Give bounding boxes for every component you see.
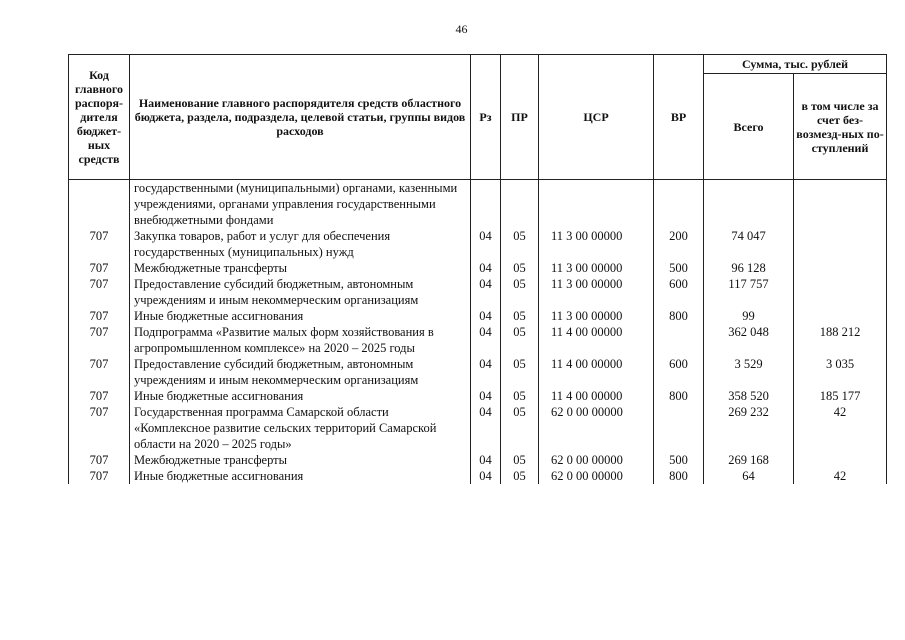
pr-cell: 05 [501,468,539,484]
name-cell: Закупка товаров, работ и услуг для обеспечения государственных (муниципальных) нужд [130,228,471,260]
csr-cell: 62 0 00 00000 [539,452,654,468]
header-name: Наименование главного распорядителя средств областного бюджета, раздела, подраздела, целевой статьи, группы видов расходов [130,55,471,180]
vr-cell: 200 [654,228,704,260]
incl-cell [794,276,887,308]
rz-cell: 04 [471,404,501,452]
vr-cell: 500 [654,260,704,276]
total-cell: 99 [704,308,794,324]
pr-cell: 05 [501,324,539,356]
name-cell: Государственная программа Самарской области «Комплексное развитие сельских территорий Самарской области на 2020 – 2025 годы» [130,404,471,452]
header-incl: в том числе за счет без-возмезд-ных по-ступлений [794,74,887,180]
pr-cell: 05 [501,260,539,276]
code-cell: 707 [69,468,130,484]
incl-cell [794,260,887,276]
rz-cell: 04 [471,468,501,484]
csr-cell: 11 3 00 00000 [539,276,654,308]
incl-cell [794,180,887,229]
csr-cell: 11 4 00 00000 [539,324,654,356]
page-number: 46 [455,22,468,36]
pr-cell: 05 [501,308,539,324]
header-csr: ЦСР [539,55,654,180]
vr-cell [654,404,704,452]
table-row [69,388,887,404]
code-cell: 707 [69,388,130,404]
vr-cell: 800 [654,388,704,404]
table-row [69,260,887,276]
vr-cell: 800 [654,308,704,324]
total-cell: 362 048 [704,324,794,356]
code-cell: 707 [69,308,130,324]
name-cell: Подпрограмма «Развитие малых форм хозяйствования в агропромышленном комплексе» на 2020 – 2025 годы [130,324,471,356]
code-cell [69,180,130,229]
rz-cell: 04 [471,452,501,468]
table-row [69,228,887,260]
name-cell: Предоставление субсидий бюджетным, автономным учреждениям и иным некоммерческим организациям [130,356,471,388]
name-cell: Иные бюджетные ассигнования [130,308,471,324]
total-cell [704,180,794,229]
incl-cell: 185 177 [794,388,887,404]
csr-cell: 62 0 00 00000 [539,468,654,484]
incl-cell: 42 [794,404,887,452]
rz-cell: 04 [471,356,501,388]
budget-table [68,54,887,484]
csr-cell [539,180,654,229]
code-cell: 707 [69,276,130,308]
incl-cell: 42 [794,468,887,484]
vr-cell: 500 [654,452,704,468]
vr-cell: 800 [654,468,704,484]
total-cell: 269 232 [704,404,794,452]
code-cell: 707 [69,228,130,260]
pr-cell [501,180,539,229]
table-row [69,276,887,308]
header-total: Всего [704,74,794,180]
vr-cell [654,324,704,356]
table-row [69,180,887,229]
total-cell: 74 047 [704,228,794,260]
name-cell: государственными (муниципальными) органами, казенными учреждениями, органами управления государственными внебюджетными фондами [130,180,471,229]
header-pr: ПР [501,55,539,180]
rz-cell: 04 [471,324,501,356]
name-cell: Иные бюджетные ассигнования [130,468,471,484]
pr-cell: 05 [501,404,539,452]
pr-cell: 05 [501,228,539,260]
table-row [69,404,887,452]
rz-cell: 04 [471,388,501,404]
header-vr: ВР [654,55,704,180]
csr-cell: 62 0 00 00000 [539,404,654,452]
header-rz: Рз [471,55,501,180]
table-header [69,55,887,180]
total-cell: 269 168 [704,452,794,468]
total-cell: 117 757 [704,276,794,308]
total-cell: 3 529 [704,356,794,388]
table-row [69,356,887,388]
incl-cell [794,308,887,324]
csr-cell: 11 3 00 00000 [539,308,654,324]
vr-cell [654,180,704,229]
header-sum: Сумма, тыс. рублей [704,55,887,74]
pr-cell: 05 [501,452,539,468]
incl-cell [794,452,887,468]
total-cell: 64 [704,468,794,484]
rz-cell: 04 [471,228,501,260]
csr-cell: 11 3 00 00000 [539,228,654,260]
incl-cell [794,228,887,260]
vr-cell: 600 [654,356,704,388]
table-row [69,308,887,324]
vr-cell: 600 [654,276,704,308]
csr-cell: 11 4 00 00000 [539,356,654,388]
csr-cell: 11 4 00 00000 [539,388,654,404]
name-cell: Межбюджетные трансферты [130,260,471,276]
header-code: Код главного распоря-дителя бюджет-ных средств [69,55,130,180]
incl-cell: 3 035 [794,356,887,388]
code-cell: 707 [69,324,130,356]
rz-cell: 04 [471,308,501,324]
code-cell: 707 [69,452,130,468]
total-cell: 358 520 [704,388,794,404]
pr-cell: 05 [501,388,539,404]
pr-cell: 05 [501,356,539,388]
incl-cell: 188 212 [794,324,887,356]
csr-cell: 11 3 00 00000 [539,260,654,276]
code-cell: 707 [69,404,130,452]
name-cell: Иные бюджетные ассигнования [130,388,471,404]
table-body [69,180,887,485]
code-cell: 707 [69,260,130,276]
rz-cell: 04 [471,260,501,276]
name-cell: Межбюджетные трансферты [130,452,471,468]
name-cell: Предоставление субсидий бюджетным, автономным учреждениям и иным некоммерческим организациям [130,276,471,308]
code-cell: 707 [69,356,130,388]
pr-cell: 05 [501,276,539,308]
total-cell: 96 128 [704,260,794,276]
table-row [69,468,887,484]
rz-cell: 04 [471,276,501,308]
rz-cell [471,180,501,229]
table-row [69,452,887,468]
table-row [69,324,887,356]
